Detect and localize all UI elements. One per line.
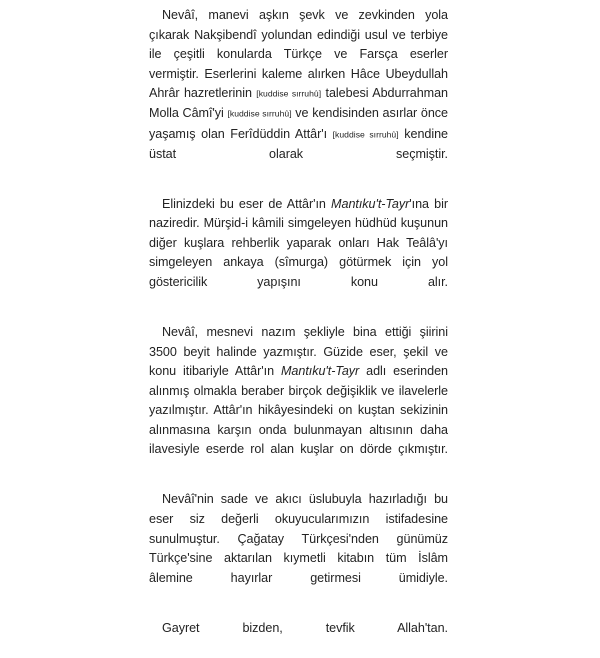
text-run: Elinizdeki bu eser de Attâr'ın <box>162 196 332 211</box>
honorific-phrase: [kuddise sırruhû] <box>227 108 292 119</box>
text-run: ve kendisinden asırlar önce yaşamış olan Ferîdüddin Attâr'ı <box>149 106 449 141</box>
text-run: talebesi Abdurrahman Molla Câmî'yi <box>149 86 448 121</box>
text-run: Gayret bizden, tevfik Allah'tan. <box>162 620 448 635</box>
text-run: adlı eserinden alınmış olmakla beraber birçok değişiklik ve ilavelerle yazılmıştır. Attâr'ın hikâyesindeki on kuştan sekizinin alınmasına karşın onda bulunmayan altısının daha ilavesiyle eserde rol alan kuşlar on dörde çıkmıştır. <box>149 364 449 457</box>
text-run: 'ına bir naziredir. Mürşid-i kâmili simgeleyen hüdhüd kuşunun diğer kuşlara rehberlik yaparak onları Hak Teâlâ'yı simgeleyen ankaya (sîmurga) götürmek için yol göstericilik yapışını konu alır. <box>149 196 449 289</box>
paragraph <box>149 619 448 658</box>
honorific-phrase: [kuddise sırruhû] <box>256 88 322 99</box>
paragraph <box>149 6 448 184</box>
text-run: Nevâî, manevi aşkın şevk ve zevkinden yola çıkarak Nakşibendî yolundan edindiği usul ve terbiye ile çeşitli konularda Türkçe ve Farsça eserler vermiştir. Eserlerini kaleme alırken Hâce Ubeydullah Ahrâr hazretlerinin <box>149 8 448 101</box>
paragraph <box>149 490 448 607</box>
book-title-italic: Mantıku't-Tayr <box>280 364 360 379</box>
paragraph <box>149 323 448 479</box>
text-run: Nevâî'nin sade ve akıcı üslubuyla hazırladığı bu eser siz değerli okuyucularımızın istifadesine sunulmuştur. Çağatay Türkçesi'nden günümüz Türkçe'sine aktarılan kıymetli kitabın tüm İslâm âlemine hayırlar getirmesi ümidiyle. <box>149 492 448 585</box>
text-run: kendine üstat olarak seçmiştir. <box>149 126 449 161</box>
text-run: Nevâî, mesnevi nazım şekliyle bina ettiği şiirini 3500 beyit halinde yazmıştır. Güzide eser, şekil ve konu itibariyle Attâr'ın <box>149 325 448 379</box>
honorific-phrase: [kuddise sırruhû] <box>332 129 399 140</box>
paragraph <box>149 195 448 312</box>
body-text-column <box>149 6 448 658</box>
book-title-italic: Mantıku't-Tayr <box>331 196 410 211</box>
